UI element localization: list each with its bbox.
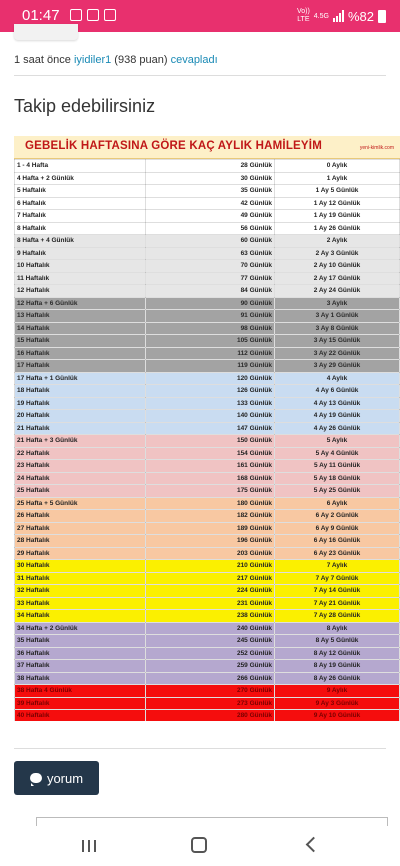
month-cell: 5 Ay 11 Günlük (275, 460, 400, 473)
table-row (15, 635, 400, 648)
month-cell: 3 Ay 29 Günlük (275, 360, 400, 373)
week-cell: 38 Hafta 4 Günlük (15, 685, 146, 698)
day-cell: 84 Günlük (146, 285, 275, 298)
network-type: 4.5G (313, 12, 329, 20)
signal-icon (333, 10, 344, 22)
month-cell: 5 Ay 18 Günlük (275, 472, 400, 485)
week-cell: 18 Haftalık (15, 385, 146, 398)
month-cell: 7 Ay 7 Günlük (275, 572, 400, 585)
table-row (15, 422, 400, 435)
week-cell: 16 Haftalık (15, 347, 146, 360)
volte-label: Vo)) LTE (296, 8, 310, 23)
answer-points: (938 puan) (114, 54, 168, 66)
answer-heading: Takip edebilirsiniz (14, 96, 156, 116)
month-cell: 7 Ay 28 Günlük (275, 610, 400, 623)
day-cell: 196 Günlük (146, 535, 275, 548)
day-cell: 210 Günlük (146, 560, 275, 573)
month-cell: 4 Ay 6 Günlük (275, 385, 400, 398)
table-row (15, 547, 400, 560)
month-cell: 3 Ay 1 Günlük (275, 310, 400, 323)
table-row (15, 447, 400, 460)
day-cell: 238 Günlük (146, 610, 275, 623)
week-cell: 31 Haftalık (15, 572, 146, 585)
day-cell: 270 Günlük (146, 685, 275, 698)
day-cell: 266 Günlük (146, 672, 275, 685)
table-row (15, 335, 400, 348)
day-cell: 154 Günlük (146, 447, 275, 460)
table-row (15, 585, 400, 598)
previous-button-stub[interactable] (14, 24, 78, 40)
month-cell: 1 Ay 26 Günlük (275, 222, 400, 235)
day-cell: 273 Günlük (146, 697, 275, 710)
table-source: yeni-kimlik.com (359, 145, 394, 151)
day-cell: 63 Günlük (146, 247, 275, 260)
day-cell: 126 Günlük (146, 385, 275, 398)
navigation-bar (0, 826, 400, 866)
month-cell: 3 Aylık (275, 297, 400, 310)
table-row (15, 160, 400, 173)
month-cell: 3 Ay 8 Günlük (275, 322, 400, 335)
day-cell: 245 Günlük (146, 635, 275, 648)
answer-time: 1 saat önce (14, 54, 71, 66)
day-cell: 147 Günlük (146, 422, 275, 435)
battery-percent: %82 (347, 8, 374, 24)
day-cell: 168 Günlük (146, 472, 275, 485)
table-row (15, 360, 400, 373)
pregnancy-table (14, 159, 400, 721)
divider (14, 75, 386, 76)
month-cell: 6 Aylık (275, 497, 400, 510)
month-cell: 7 Ay 21 Günlük (275, 597, 400, 610)
comment-bubble-icon (30, 773, 42, 783)
day-cell: 42 Günlük (146, 197, 275, 210)
week-cell: 15 Haftalık (15, 335, 146, 348)
table-row (15, 185, 400, 198)
month-cell: 2 Ay 24 Günlük (275, 285, 400, 298)
table-row (15, 210, 400, 223)
day-cell: 77 Günlük (146, 272, 275, 285)
table-row (15, 297, 400, 310)
table-row (15, 535, 400, 548)
table-row (15, 685, 400, 698)
week-cell: 25 Haftalık (15, 485, 146, 498)
table-row (15, 597, 400, 610)
table-row (15, 322, 400, 335)
month-cell: 2 Ay 10 Günlük (275, 260, 400, 273)
table-row (15, 510, 400, 523)
day-cell: 189 Günlük (146, 522, 275, 535)
month-cell: 8 Aylık (275, 622, 400, 635)
table-row (15, 272, 400, 285)
table-row (15, 347, 400, 360)
table-row (15, 310, 400, 323)
week-cell: 14 Haftalık (15, 322, 146, 335)
comment-button-label: yorum (46, 770, 84, 786)
week-cell: 17 Haftalık (15, 360, 146, 373)
week-cell: 23 Haftalık (15, 460, 146, 473)
table-row (15, 397, 400, 410)
table-row (15, 622, 400, 635)
notification-icons (70, 9, 116, 21)
message-icon (87, 9, 99, 21)
gallery-icon (70, 9, 82, 21)
month-cell: 5 Ay 4 Günlük (275, 447, 400, 460)
divider (14, 748, 386, 749)
month-cell: 5 Aylık (275, 435, 400, 448)
comment-button[interactable] (14, 761, 99, 795)
table-title: GEBELİK HAFTASINA GÖRE KAÇ AYLIK HAMİLEYİM (25, 140, 322, 152)
week-cell: 27 Haftalık (15, 522, 146, 535)
day-cell: 120 Günlük (146, 372, 275, 385)
day-cell: 180 Günlük (146, 497, 275, 510)
table-row (15, 647, 400, 660)
month-cell: 9 Ay 10 Günlük (275, 710, 400, 722)
day-cell: 240 Günlük (146, 622, 275, 635)
week-cell: 21 Haftalık (15, 422, 146, 435)
month-cell: 4 Ay 19 Günlük (275, 410, 400, 423)
day-cell: 49 Günlük (146, 210, 275, 223)
week-cell: 8 Haftalık (15, 222, 146, 235)
month-cell: 8 Ay 26 Günlük (275, 672, 400, 685)
table-row (15, 522, 400, 535)
battery-icon (378, 10, 386, 23)
pregnancy-table-image[interactable] (14, 136, 400, 721)
week-cell: 25 Hafta + 5 Günlük (15, 497, 146, 510)
week-cell: 40 Haftalık (15, 710, 146, 722)
month-cell: 8 Ay 5 Günlük (275, 635, 400, 648)
week-cell: 29 Haftalık (15, 547, 146, 560)
month-cell: 6 Ay 9 Günlük (275, 522, 400, 535)
table-row (15, 497, 400, 510)
month-cell: 1 Aylık (275, 172, 400, 185)
week-cell: 33 Haftalık (15, 597, 146, 610)
month-cell: 6 Ay 23 Günlük (275, 547, 400, 560)
day-cell: 90 Günlük (146, 297, 275, 310)
table-row (15, 485, 400, 498)
month-cell: 0 Aylık (275, 160, 400, 173)
day-cell: 60 Günlük (146, 235, 275, 248)
day-cell: 217 Günlük (146, 572, 275, 585)
week-cell: 30 Haftalık (15, 560, 146, 573)
month-cell: 9 Ay 3 Günlük (275, 697, 400, 710)
table-row (15, 222, 400, 235)
table-row (15, 472, 400, 485)
day-cell: 119 Günlük (146, 360, 275, 373)
week-cell: 12 Hafta + 6 Günlük (15, 297, 146, 310)
week-cell: 13 Haftalık (15, 310, 146, 323)
day-cell: 70 Günlük (146, 260, 275, 273)
status-time: 01:47 (22, 7, 60, 24)
week-cell: 8 Hafta + 4 Günlük (15, 235, 146, 248)
month-cell: 3 Ay 22 Günlük (275, 347, 400, 360)
week-cell: 10 Haftalık (15, 260, 146, 273)
week-cell: 19 Haftalık (15, 397, 146, 410)
day-cell: 259 Günlük (146, 660, 275, 673)
day-cell: 56 Günlük (146, 222, 275, 235)
day-cell: 91 Günlük (146, 310, 275, 323)
week-cell: 7 Haftalık (15, 210, 146, 223)
day-cell: 28 Günlük (146, 160, 275, 173)
day-cell: 203 Günlük (146, 547, 275, 560)
home-icon[interactable] (191, 837, 207, 853)
day-cell: 150 Günlük (146, 435, 275, 448)
table-row (15, 610, 400, 623)
week-cell: 22 Haftalık (15, 447, 146, 460)
week-cell: 11 Haftalık (15, 272, 146, 285)
week-cell: 34 Hafta + 2 Günlük (15, 622, 146, 635)
day-cell: 224 Günlük (146, 585, 275, 598)
day-cell: 35 Günlük (146, 185, 275, 198)
week-cell: 17 Hafta + 1 Günlük (15, 372, 146, 385)
day-cell: 161 Günlük (146, 460, 275, 473)
month-cell: 7 Ay 14 Günlük (275, 585, 400, 598)
table-row (15, 235, 400, 248)
table-row (15, 372, 400, 385)
month-cell: 8 Ay 12 Günlük (275, 647, 400, 660)
table-row (15, 572, 400, 585)
table-row (15, 172, 400, 185)
week-cell: 24 Haftalık (15, 472, 146, 485)
table-title-row (14, 136, 400, 159)
week-cell: 39 Haftalık (15, 697, 146, 710)
week-cell: 20 Haftalık (15, 410, 146, 423)
month-cell: 8 Ay 19 Günlük (275, 660, 400, 673)
week-cell: 21 Hafta + 3 Günlük (15, 435, 146, 448)
answer-action-link[interactable]: cevapladı (170, 54, 218, 66)
month-cell: 4 Ay 13 Günlük (275, 397, 400, 410)
month-cell: 4 Ay 26 Günlük (275, 422, 400, 435)
answer-user-link[interactable]: iyidiler1 (73, 54, 112, 66)
month-cell: 9 Aylık (275, 685, 400, 698)
table-row (15, 560, 400, 573)
answer-meta (14, 54, 218, 66)
table-row (15, 672, 400, 685)
week-cell: 6 Haftalık (15, 197, 146, 210)
table-row (15, 460, 400, 473)
day-cell: 175 Günlük (146, 485, 275, 498)
month-cell: 6 Ay 16 Günlük (275, 535, 400, 548)
status-right (297, 8, 386, 24)
month-cell: 2 Ay 17 Günlük (275, 272, 400, 285)
day-cell: 140 Günlük (146, 410, 275, 423)
day-cell: 252 Günlük (146, 647, 275, 660)
day-cell: 112 Günlük (146, 347, 275, 360)
week-cell: 28 Haftalık (15, 535, 146, 548)
week-cell: 4 Hafta + 2 Günlük (15, 172, 146, 185)
table-row (15, 697, 400, 710)
week-cell: 9 Haftalık (15, 247, 146, 260)
month-cell: 6 Ay 2 Günlük (275, 510, 400, 523)
table-row (15, 385, 400, 398)
day-cell: 133 Günlük (146, 397, 275, 410)
day-cell: 280 Günlük (146, 710, 275, 722)
month-cell: 3 Ay 15 Günlük (275, 335, 400, 348)
week-cell: 32 Haftalık (15, 585, 146, 598)
table-row (15, 247, 400, 260)
month-cell: 4 Aylık (275, 372, 400, 385)
day-cell: 182 Günlük (146, 510, 275, 523)
week-cell: 34 Haftalık (15, 610, 146, 623)
table-row (15, 710, 400, 722)
week-cell: 1 - 4 Hafta (15, 160, 146, 173)
table-row (15, 410, 400, 423)
month-cell: 1 Ay 5 Günlük (275, 185, 400, 198)
table-row (15, 197, 400, 210)
month-cell: 1 Ay 12 Günlük (275, 197, 400, 210)
month-cell: 5 Ay 25 Günlük (275, 485, 400, 498)
month-cell: 1 Ay 19 Günlük (275, 210, 400, 223)
month-cell: 7 Aylık (275, 560, 400, 573)
recent-apps-icon[interactable] (82, 840, 96, 852)
week-cell: 35 Haftalık (15, 635, 146, 648)
month-cell: 2 Ay 3 Günlük (275, 247, 400, 260)
week-cell: 26 Haftalık (15, 510, 146, 523)
week-cell: 37 Haftalık (15, 660, 146, 673)
table-row (15, 260, 400, 273)
week-cell: 5 Haftalık (15, 185, 146, 198)
week-cell: 12 Haftalık (15, 285, 146, 298)
week-cell: 38 Haftalık (15, 672, 146, 685)
week-cell: 36 Haftalık (15, 647, 146, 660)
table-row (15, 285, 400, 298)
day-cell: 98 Günlük (146, 322, 275, 335)
download-icon (104, 9, 116, 21)
back-icon[interactable] (306, 837, 322, 853)
day-cell: 231 Günlük (146, 597, 275, 610)
day-cell: 105 Günlük (146, 335, 275, 348)
table-row (15, 435, 400, 448)
table-row (15, 660, 400, 673)
day-cell: 30 Günlük (146, 172, 275, 185)
month-cell: 2 Aylık (275, 235, 400, 248)
